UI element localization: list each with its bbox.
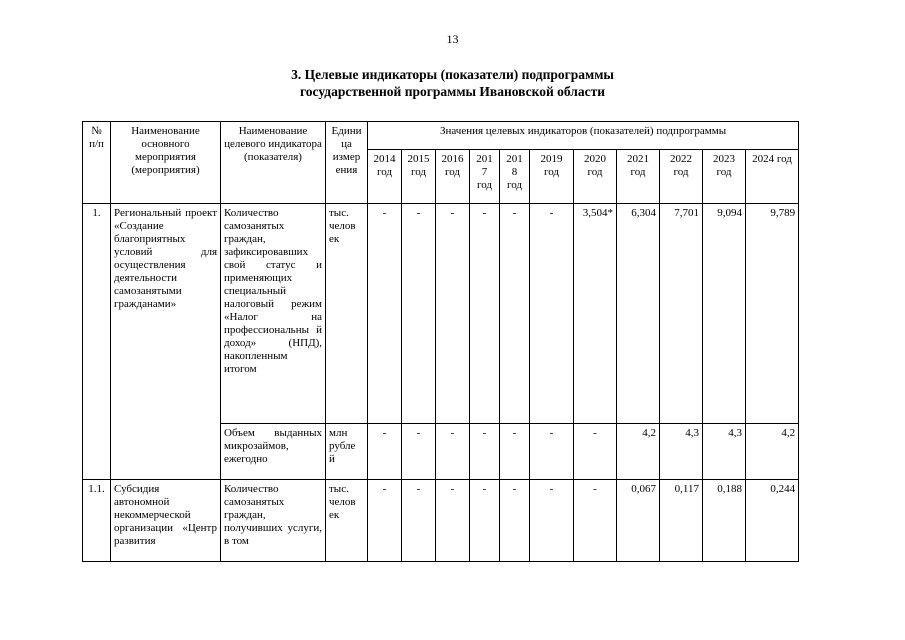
row-num: 1. <box>83 204 111 480</box>
row-value: - <box>436 204 470 424</box>
header-year: 2024 год <box>746 150 799 204</box>
header-indicator: Наименование целевого индикатора (показателя) <box>221 122 326 204</box>
row-activity: Региональный проект «Создание благоприятных условий для осуществления деятельности самозанятыми гражданами» <box>111 204 221 480</box>
heading-line-1: 3. Целевые индикаторы (показатели) подпрограммы <box>291 67 614 82</box>
row-value: 9,789 <box>746 204 799 424</box>
row-unit: тыс. челов ек <box>326 480 368 562</box>
row-value: - <box>500 424 530 480</box>
row-value: - <box>470 204 500 424</box>
table-row <box>83 480 799 562</box>
row-value: - <box>436 480 470 562</box>
row-value: 0,117 <box>660 480 703 562</box>
heading-line-2: государственной программы Ивановской области <box>299 84 605 99</box>
row-value: - <box>436 424 470 480</box>
row-value: 4,3 <box>703 424 746 480</box>
header-year: 201 8 год <box>500 150 530 204</box>
row-value: - <box>368 480 402 562</box>
row-activity: Субсидия автономной некоммерческой организации «Центр развития <box>111 480 221 562</box>
row-indicator: Количество самозанятых граждан, зафиксировавших свой статус и применяющих специальный налоговый режим «Налог на профессиональны й доход» (НПД), накопленным итогом <box>221 204 326 424</box>
row-value: - <box>530 480 574 562</box>
header-num: № п/п <box>83 122 111 204</box>
row-value: - <box>470 424 500 480</box>
table-header-row <box>83 122 799 150</box>
row-value: - <box>574 480 617 562</box>
header-year: 2022 год <box>660 150 703 204</box>
row-value: 3,504* <box>574 204 617 424</box>
row-value: 0,067 <box>617 480 660 562</box>
row-value: 0,244 <box>746 480 799 562</box>
row-num: 1.1. <box>83 480 111 562</box>
header-year: 2023 год <box>703 150 746 204</box>
row-value: - <box>368 424 402 480</box>
header-year: 2019 год <box>530 150 574 204</box>
row-indicator: Количество самозанятых граждан, получивших услуги, в том <box>221 480 326 562</box>
section-heading <box>0 66 905 100</box>
row-value: - <box>368 204 402 424</box>
row-value: - <box>500 480 530 562</box>
row-unit: тыс. челов ек <box>326 204 368 424</box>
row-value: - <box>574 424 617 480</box>
row-unit: млн рубле й <box>326 424 368 480</box>
header-year: 2021 год <box>617 150 660 204</box>
row-value: - <box>402 204 436 424</box>
row-value: - <box>530 424 574 480</box>
row-value: 6,304 <box>617 204 660 424</box>
header-year: 201 7 год <box>470 150 500 204</box>
table-row <box>83 204 799 424</box>
row-value: 0,188 <box>703 480 746 562</box>
row-value: 4,2 <box>617 424 660 480</box>
header-year: 2015 год <box>402 150 436 204</box>
header-year: 2020 год <box>574 150 617 204</box>
row-value: 4,3 <box>660 424 703 480</box>
row-indicator: Объем выданных микрозаймов, ежегодно <box>221 424 326 480</box>
indicators-table <box>82 121 799 562</box>
row-value: - <box>402 480 436 562</box>
header-activity: Наименование основного мероприятия (мероприятия) <box>111 122 221 204</box>
row-value: 9,094 <box>703 204 746 424</box>
page-number: 13 <box>446 32 459 46</box>
row-value: - <box>402 424 436 480</box>
row-value: 7,701 <box>660 204 703 424</box>
row-value: - <box>500 204 530 424</box>
header-year: 2016 год <box>436 150 470 204</box>
header-unit: Едини ца измер ения <box>326 122 368 204</box>
header-values-group: Значения целевых индикаторов (показателей) подпрограммы <box>368 122 799 150</box>
header-year: 2014 год <box>368 150 402 204</box>
row-value: - <box>530 204 574 424</box>
row-value: 4,2 <box>746 424 799 480</box>
row-value: - <box>470 480 500 562</box>
